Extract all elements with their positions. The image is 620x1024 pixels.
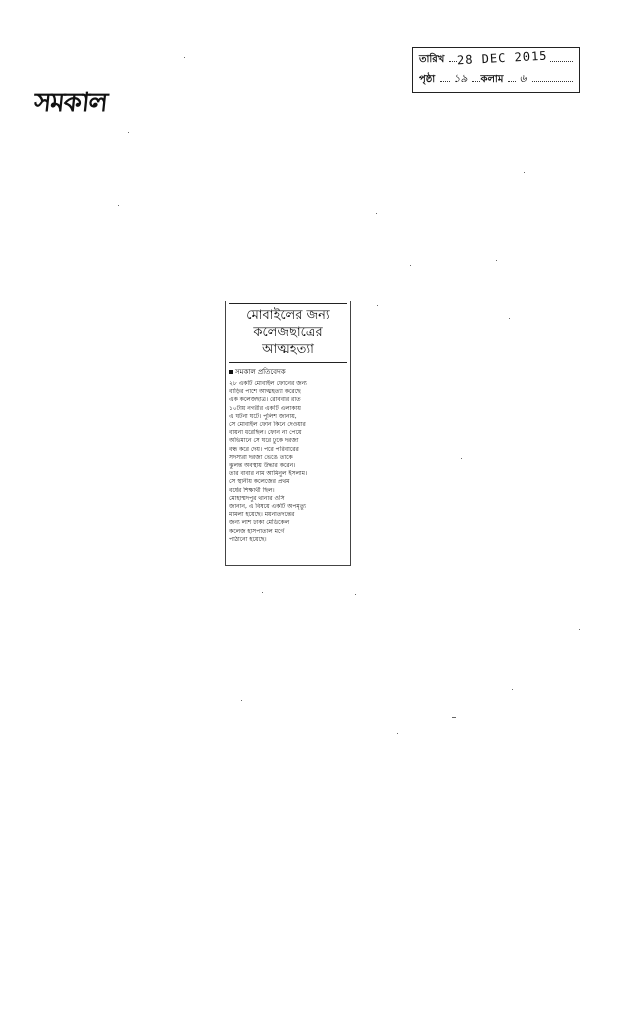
stamp-page-row: [419, 70, 573, 89]
article-body-line: বন্ধ করে দেয়। পরে পরিবারের: [229, 445, 299, 453]
stamp-date-value: 28 DEC 2015: [457, 48, 549, 68]
article-body-line: ২৮ একটি মোবাইল ফোনের জন্য: [229, 380, 307, 387]
stamp-date-row: [419, 48, 573, 70]
article-body-line: বায়না ধরেছিল। ফোন না পেয়ে: [229, 429, 302, 437]
scan-speck: [118, 205, 119, 206]
stamp-page-label: পৃষ্ঠা: [419, 74, 436, 85]
stamp-column-value: ৬: [519, 72, 527, 85]
scan-speck: [579, 629, 580, 630]
stamp-date-label: তারিখ: [419, 54, 445, 65]
article-body-line: ঝুলন্ত অবস্থায় উদ্ধার করেন।: [229, 462, 296, 470]
scan-speck: [377, 305, 378, 306]
scan-speck: [262, 592, 263, 593]
article-body-line: সে স্থানীয় কলেজের প্রথম: [229, 478, 290, 486]
scan-speck: [496, 260, 497, 261]
date-stamp: [412, 47, 580, 93]
article-body-line: জন্য লাশ ঢাকা মেডিকেল: [229, 519, 290, 527]
headline-line: আত্মহত্যা: [262, 342, 314, 357]
masthead-logo: সমকাল: [32, 88, 109, 118]
article-body-line: পাঠানো হয়েছে।: [229, 535, 267, 543]
scan-speck: [241, 700, 242, 701]
scan-speck: [376, 213, 377, 214]
headline-line: কলেজছাত্রের: [253, 325, 323, 340]
stamp-column-label: কলাম: [480, 74, 504, 85]
article-body-line: কলেজ হাসপাতাল মর্গে: [229, 527, 285, 535]
headline-line: মোবাইলের জন্য: [246, 308, 330, 323]
article-body-line: অভিমানে সে ঘরে ঢুকে দরজা: [229, 437, 299, 445]
article-body-line: জানান, এ বিষয়ে একটি অপমৃত্যু: [229, 503, 307, 511]
scan-speck: [355, 594, 356, 595]
article-byline: [229, 366, 347, 378]
scan-speck: [397, 733, 398, 734]
scan-speck: [184, 57, 185, 58]
article-body-line: মোহাম্মদপুর থানার ওসি: [229, 494, 285, 502]
scan-speck: [410, 265, 411, 266]
article-body-line: বাড়ির পাশে আত্মহত্যা করেছে: [229, 388, 301, 396]
byline-text: সমকাল প্রতিবেদক: [235, 368, 286, 376]
scan-speck: [461, 458, 462, 459]
news-clipping: [225, 301, 351, 566]
article-body-line: এক কলেজছাত্র। রোববার রাত: [229, 396, 301, 404]
stamp-page-value: ১৯: [453, 72, 468, 85]
bullet-square-icon: [229, 370, 233, 374]
scan-speck: [452, 717, 456, 718]
scan-speck: [524, 172, 525, 173]
scan-speck: [128, 132, 129, 133]
article-body-line: সে মোবাইল ফোন কিনে দেওয়ার: [229, 421, 306, 429]
article-body: [229, 380, 347, 544]
article-body-line: সদস্যরা দরজা ভেঙে তাকে: [229, 453, 293, 461]
article-body-line: বর্ষের শিক্ষার্থী ছিল।: [229, 486, 275, 494]
article-headline: [229, 303, 347, 363]
scan-speck: [509, 318, 510, 319]
article-body-line: ১০টায় নগরীর একটি এলাকায়: [229, 404, 301, 412]
article-body-line: তার বাবার নাম আমিনুল ইসলাম।: [229, 470, 308, 478]
scan-speck: [512, 689, 513, 690]
article-body-line: এ ঘটনা ঘটে। পুলিশ জানায়,: [229, 412, 297, 420]
article-body-line: মামলা হয়েছে। ময়নাতদন্তের: [229, 511, 295, 519]
